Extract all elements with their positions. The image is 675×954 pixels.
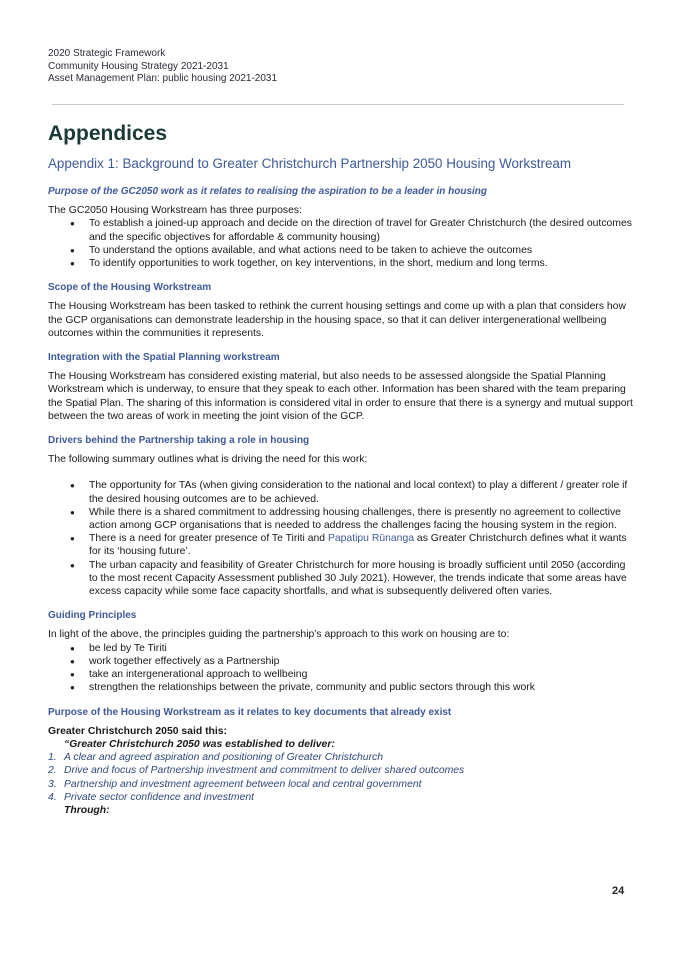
list-item [48,778,633,791]
list-item: ● be led by Te Tiriti [48,642,633,655]
papatipu-runanga-link[interactable]: Papatipu Rūnanga [327,533,415,545]
page-title: Appendices [48,122,168,145]
list-item: ● To understand the options available, and what actions need to be taken to achieve the outcomes [48,244,633,257]
list-item: ● The urban capacity and feasibility of Greater Christchurch for more housing is broadly sufficient until 2050 (according to the most recent Capacity Assessment published 30 July 2021). However, the trends indicate that some areas have excess capacity while some face capacity shortfalls, and what is subsequently delivered often varies. [48,559,633,599]
list-item: ● work together effectively as a Partnership [48,655,633,668]
item-number: 4. [48,791,57,803]
page-number: 24 [612,885,625,897]
gc2050-said: Greater Christchurch 2050 said this: [48,725,228,737]
header-line-1: 2020 Strategic Framework [48,48,166,59]
integration-heading: Integration with the Spatial Planning workstream [48,352,280,364]
header-divider [52,104,624,105]
quote-intro: “Greater Christchurch 2050 was established to deliver: [64,738,335,750]
list-item: ● To establish a joined-up approach and decide on the direction of travel for Greater Christchurch (the desired outcomes and the specific objectives for affordable & community housing) [48,217,633,243]
appendix-heading: Appendix 1: Background to Greater Christchurch Partnership 2050 Housing Workstream [48,156,571,171]
header-line-3: Asset Management Plan: public housing 2021-2031 [48,73,278,84]
list-item [48,751,633,764]
list-item: ● The opportunity for TAs (when giving consideration to the national and local context) to play a different / greater role if the desired housing outcomes are to be achieved. [48,479,633,505]
list-item: ● While there is a shared commitment to addressing housing challenges, there is presently no agreement to collective action among GCP organisations that is needed to address the challenges facing the housing system in the region. [48,506,633,532]
list-item: ● take an intergenerational approach to wellbeing [48,668,633,681]
integration-text: The Housing Workstream has considered existing material, but also needs to be assessed alongside the Spatial Planning Workstream which is underway, to ensure that they speak to each other. Information has been shared with the team preparing the Spatial Plan. The sharing of this information is considered vital in order to ensure that there is a synergy and mutual support between the two areas of work in meeting the joint vision of the GCP. [48,371,633,422]
purpose-intro: The GC2050 Housing Workstream has three purposes: [48,205,302,217]
item-number: 3. [48,778,57,790]
list-item: ● To identify opportunities to work together, on key interventions, in the short, medium and long terms. [48,257,633,270]
driver-3-text-a: There is a need for greater presence of Te Tiriti and [89,533,328,545]
deliverables-list [48,751,633,804]
scope-heading: Scope of the Housing Workstream [48,282,212,294]
list-item [48,532,633,558]
page-body [48,121,633,817]
item-text: A clear and agreed aspiration and positioning of Greater Christchurch [64,752,384,764]
through-label: Through: [64,804,110,816]
item-text: Partnership and investment agreement between local and central government [64,778,422,790]
list-item [48,791,633,804]
drivers-intro: The following summary outlines what is driving the need for this work: [48,454,368,466]
principles-list [48,642,633,695]
list-item [48,764,633,777]
key-documents-heading: Purpose of the Housing Workstream as it relates to key documents that already exist [48,706,452,718]
drivers-list [48,479,633,598]
principles-intro: In light of the above, the principles guiding the partnership’s approach to this work on housing are to: [48,629,510,641]
purpose-list [48,217,633,270]
drivers-heading: Drivers behind the Partnership taking a role in housing [48,435,310,447]
list-item: ● strengthen the relationships between the private, community and public sectors through this work [48,681,633,694]
scope-text: The Housing Workstream has been tasked to rethink the current housing settings and come up with a plan that considers how the GCP organisations can demonstrate leadership in the housing space, so that it can deliver intergenerational wellbeing outcomes within the communities it represents. [48,301,626,339]
running-header [48,48,277,86]
driver-3-text-b: as Greater Christchurch defines what it wants for its ‘housing future’. [89,533,627,558]
item-text: Drive and focus of Partnership investment and commitment to deliver shared outcomes [64,765,465,777]
item-text: Private sector confidence and investment [64,791,255,803]
header-line-2: Community Housing Strategy 2021-2031 [48,60,229,72]
item-number: 2. [48,765,57,777]
principles-heading: Guiding Principles [48,610,137,622]
item-number: 1. [48,752,57,764]
purpose-heading: Purpose of the GC2050 work as it relates to realising the aspiration to be a leader in housing [48,186,487,197]
